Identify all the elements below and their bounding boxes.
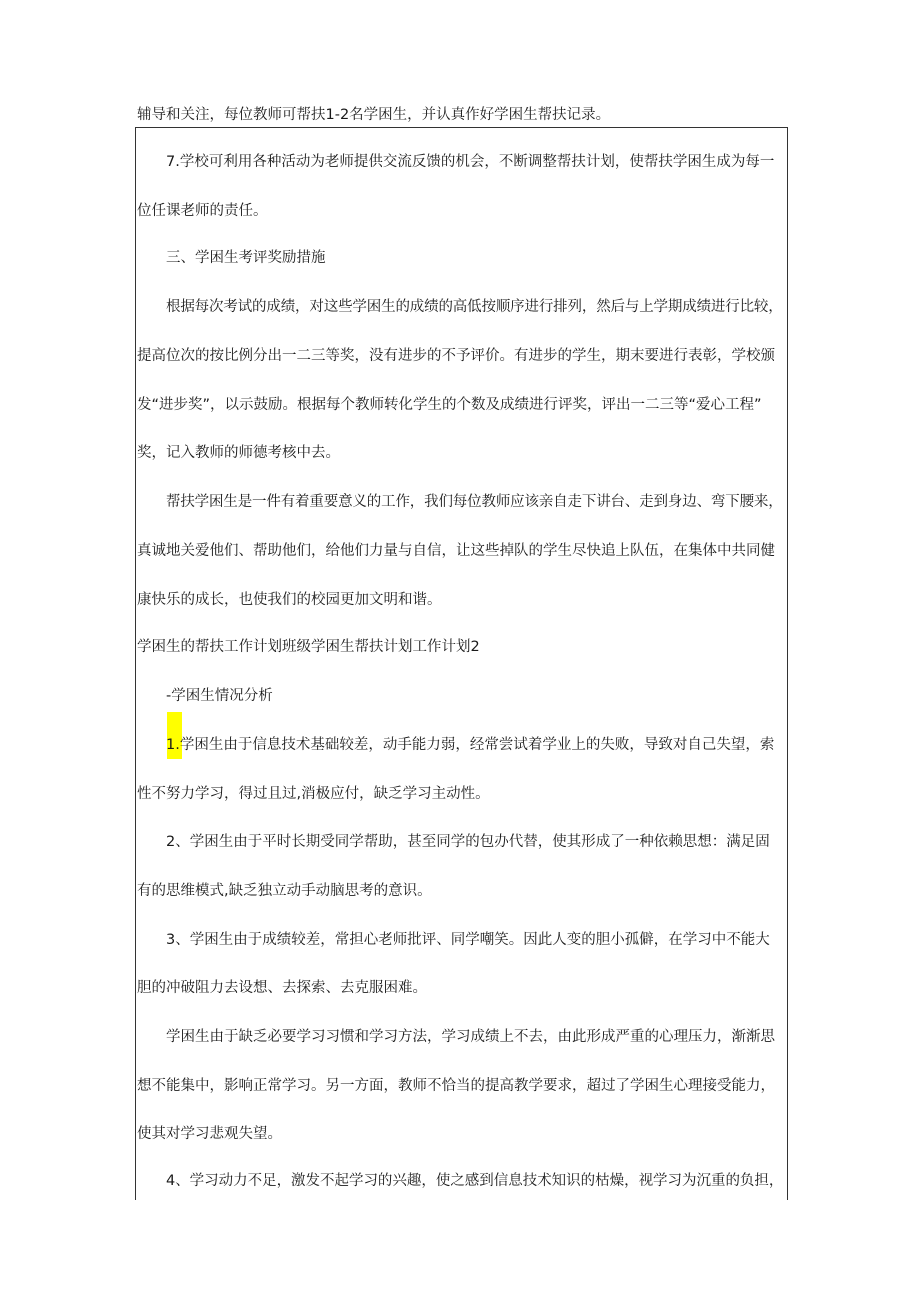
text-line: 奖，记入教师的师德考核中去。	[137, 445, 340, 461]
text-line: 性不努力学习，得过且过,消极应付，缺乏学习主动性。	[137, 786, 490, 802]
text-line: 康快乐的成长，也使我们的校园更加文明和谐。	[137, 592, 442, 608]
table-frame-right	[787, 127, 788, 1200]
text-line: 辅导和关注，每位教师可帮扶1-2名学困生，并认真作好学困生帮扶记录。	[137, 107, 611, 123]
text-line: 帮扶学困生是一件有着重要意义的工作，我们每位教师应该亲自走下讲台、走到身边、弯下腰来，	[166, 494, 783, 510]
text-line: 使其对学习悲观失望。	[137, 1126, 282, 1142]
document-title: 学困生的帮扶工作计划班级学困生帮扶计划工作计划2	[137, 639, 480, 655]
section-heading: 三、学困生考评奖励措施	[166, 250, 326, 266]
text-line: 有的思维模式,缺乏独立动手动脑思考的意识。	[137, 883, 432, 899]
text-line: 想不能集中，影响正常学习。另一方面，教师不恰当的提高教学要求，超过了学困生心理接受能力，	[137, 1078, 775, 1094]
text-line: 提高位次的按比例分出一二三等奖，没有进步的不予评价。有进步的学生，期末要进行表彰，学校颁	[137, 348, 775, 364]
text-line: 1.学困生由于信息技术基础较差，动手能力弱，经常尝试着学业上的失败，导致对自己失望，索	[166, 737, 775, 753]
table-frame-left	[135, 127, 136, 1200]
text-line: 2、学困生由于平时长期受同学帮助，甚至同学的包办代替，使其形成了一种依赖思想：满足固	[166, 834, 770, 850]
section-heading: -学困生情况分析	[166, 688, 273, 704]
text-line: 位任课老师的责任。	[137, 203, 268, 219]
text-line: 真诚地关爱他们、帮助他们，给他们力量与自信，让这些掉队的学生尽快追上队伍，在集体中共同健	[137, 543, 775, 559]
text-line: 4、学习动力不足，激发不起学习的兴趣，使之感到信息技术知识的枯燥，视学习为沉重的负担，	[166, 1173, 784, 1189]
text-line: 7.学校可利用各种活动为老师提供交流反馈的机会，不断调整帮扶计划，使帮扶学困生成为每一	[166, 154, 775, 170]
text-line: 3、学困生由于成绩较差，常担心老师批评、同学嘲笑。因此人变的胆小孤僻，在学习中不能大	[166, 932, 770, 948]
text-line: 发“进步奖”，以示鼓励。根据每个教师转化学生的个数及成绩进行评奖，评出一二三等“爱心工程”	[137, 397, 762, 413]
text-line: 胆的冲破阻力去设想、去探索、去克服困难。	[137, 980, 427, 996]
text-line: 根据每次考试的成绩，对这些学困生的成绩的高低按顺序进行排列，然后与上学期成绩进行比较，	[166, 299, 783, 315]
table-frame-top	[135, 127, 788, 128]
text-line: 学困生由于缺乏必要学习习惯和学习方法，学习成绩上不去，由此形成严重的心理压力，渐渐思	[166, 1029, 775, 1045]
